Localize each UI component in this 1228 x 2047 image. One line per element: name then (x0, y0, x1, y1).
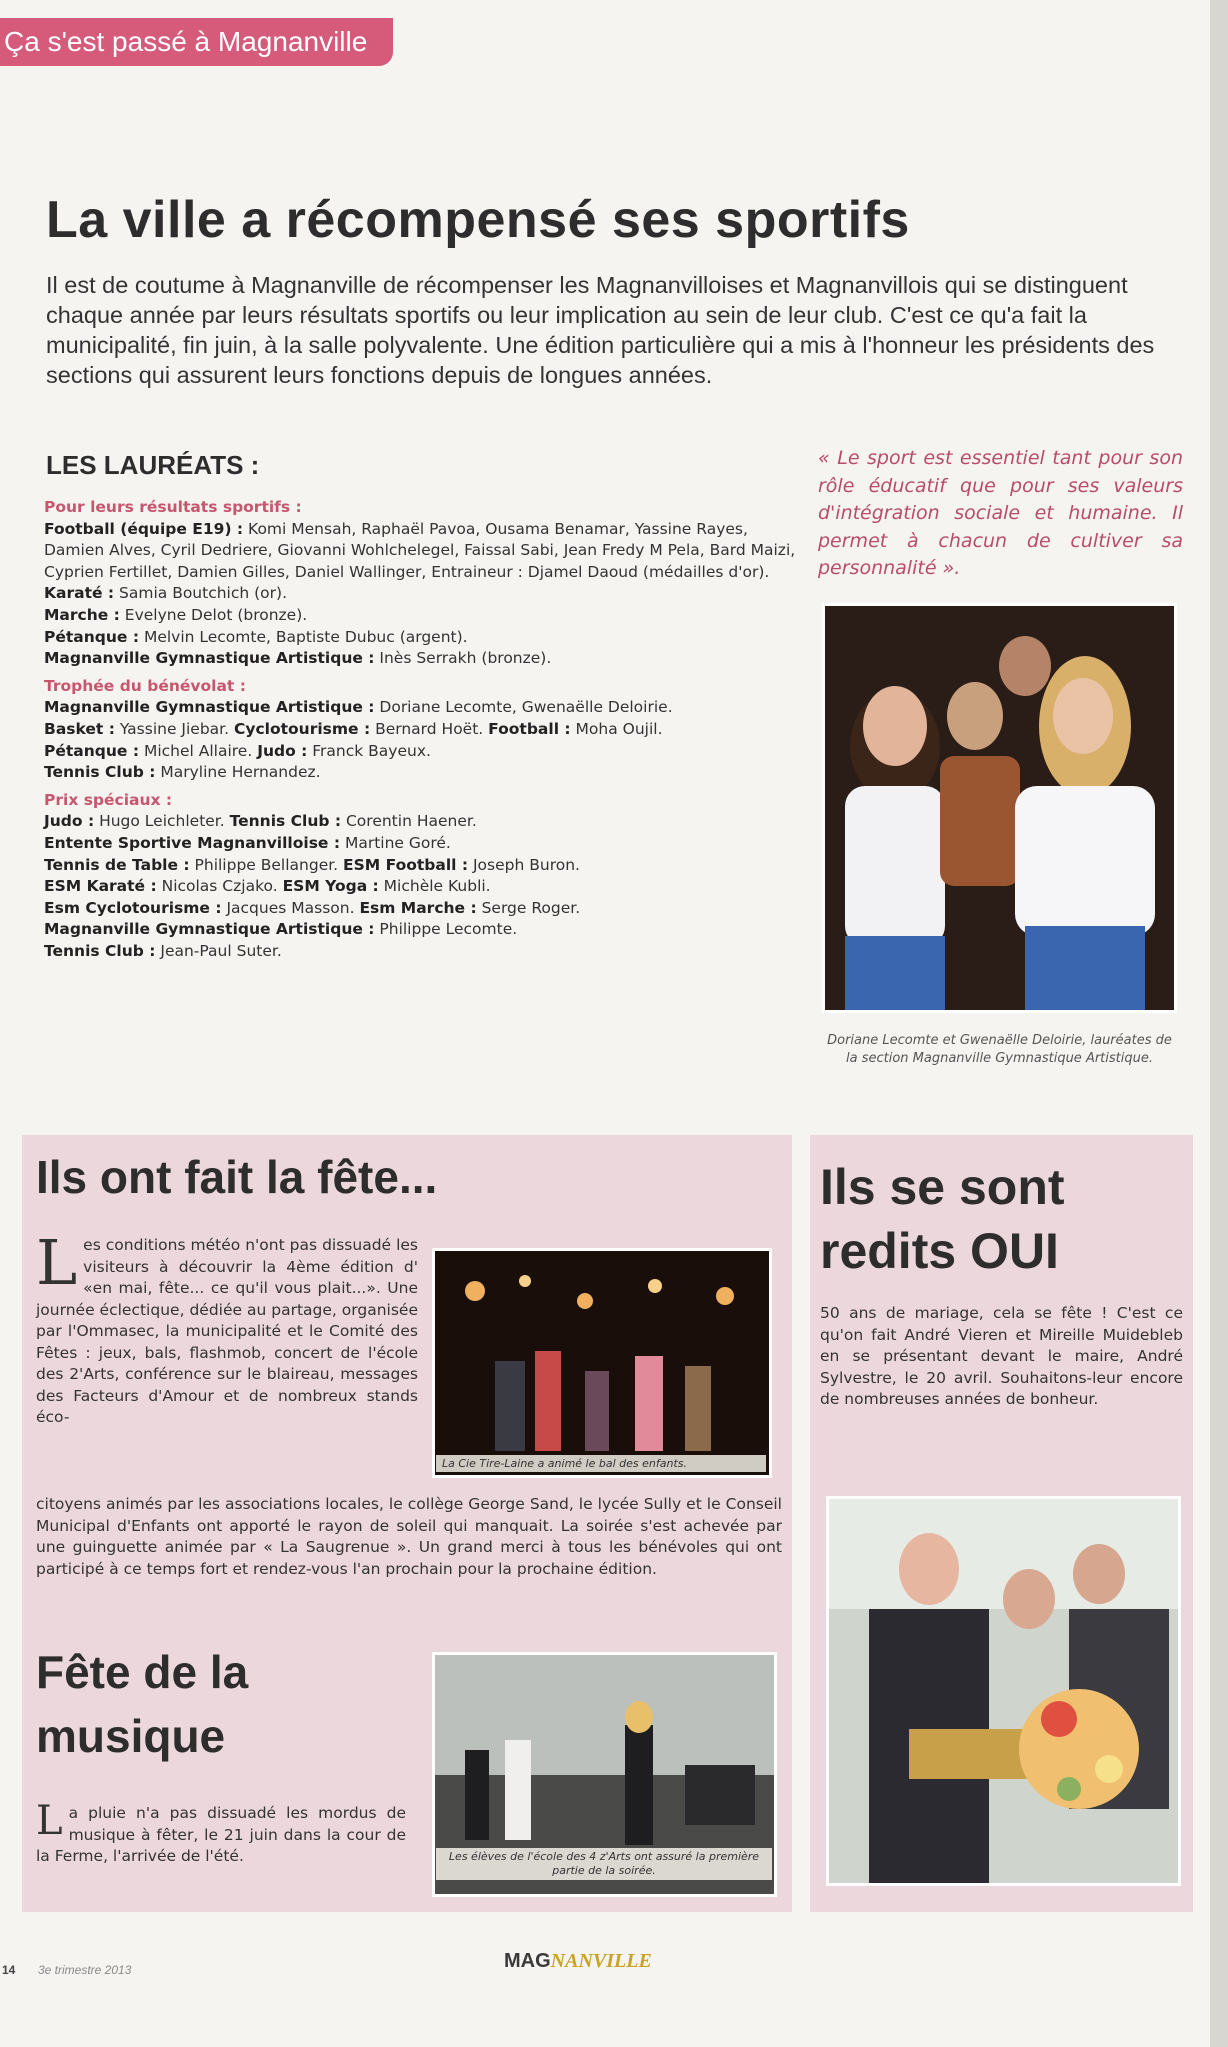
laureat-discipline: Judo : (44, 812, 95, 831)
laureat-names: Moha Oujil. (570, 719, 663, 738)
wedding-title-line2: redits OUI (820, 1223, 1059, 1279)
laureat-discipline: ESM Yoga : (282, 877, 379, 896)
laureat-line (44, 627, 804, 649)
laureat-discipline: ESM Football : (343, 855, 469, 874)
musique-text-body: a pluie n'a pas dissuadé les mordus de musique à fêter, le 21 juin dans la cour de la Ferme, l'arrivée de l'été. (36, 1804, 406, 1865)
bal-photo (432, 1248, 772, 1478)
laureat-discipline: Esm Marche : (359, 898, 477, 917)
laureat-discipline: Magnanville Gymnastique Artistique : (44, 649, 375, 668)
laureat-discipline: Tennis Club : (44, 941, 156, 960)
issue-date: 3e trimestre 2013 (38, 1963, 132, 1977)
laureat-discipline: Pétanque : (44, 741, 140, 760)
laureat-discipline: Karaté : (44, 584, 115, 603)
article-title: La ville a récompensé ses sportifs (46, 191, 910, 249)
laureat-discipline: Judo : (257, 741, 308, 760)
laureat-discipline: Tennis Club : (44, 763, 156, 782)
fete-text-a-body: es conditions météo n'ont pas dissuadé les visiteurs à découvrir la 4ème édition d' «en mai, fête... ce qu'il vous plait...». Une journée éclectique, dédiée au partage, organisée par l'Ommasec, la municipalité et le Comité des Fêtes : jeux, bals, flashmob, concert de l'école des 2'Arts, conférence sur le blaireau, messages des Facteurs d'Amour et de nombreux stands éco- (36, 1236, 418, 1426)
laureat-discipline: Cyclotourisme : (233, 719, 371, 738)
laureat-discipline: Magnanville Gymnastique Artistique : (44, 920, 375, 939)
laureat-names: Evelyne Delot (bronze). (119, 605, 308, 624)
article-intro: Il est de coutume à Magnanville de récompenser les Magnanvilloises et Magnanvillois qui se distinguent chaque année par leurs résultats sportifs ou leur implication au sein de leur club. C'est ce qu'a fait la municipalité, fin juin, à la salle polyvalente. Une édition particulière qui a mis à l'honneur les présidents des sections qui assurent leurs fonctions depuis de longues années. (46, 272, 1155, 388)
laureat-line (44, 762, 804, 784)
laureat-names: Jean-Paul Suter. (155, 941, 282, 960)
page-number: 14 (2, 1963, 16, 1977)
laureats-section-title: Trophée du bénévolat : (44, 676, 246, 695)
laureat-names: Michèle Kubli. (378, 877, 491, 896)
laureats-list (44, 497, 804, 962)
laureat-names: Hugo Leichleter. (94, 812, 230, 831)
laureat-discipline: Magnanville Gymnastique Artistique : (44, 698, 375, 717)
laureat-line (44, 741, 804, 763)
laureat-line (44, 833, 804, 855)
section-tag: Ça s'est passé à Magnanville (0, 18, 393, 66)
page-edge (1210, 0, 1228, 2047)
laureat-names: Philippe Lecomte. (374, 920, 518, 939)
logo-mag: MAG (504, 1950, 551, 1972)
magazine-logo (504, 1950, 652, 1984)
laureat-names: Melvin Lecomte, Baptiste Dubuc (argent). (139, 627, 468, 646)
musique-title (36, 1640, 248, 1768)
wedding-title (820, 1155, 1065, 1283)
laureat-line (44, 919, 804, 941)
fete-text-b: citoyens animés par les associations locales, le collège George Sand, le lycée Sully et le Conseil Municipal d'Enfants ont apporté le rayon de soleil qui manquait. La soirée s'est achevée par une guinguette animée par « La Saugrenue ». Un grand merci à tous les bénévoles qui ont participé à ce temps fort et rendez-vous l'an prochain pour la prochaine édition. (36, 1495, 782, 1578)
laureat-line (44, 519, 804, 584)
pull-quote: « Le sport est essentiel tant pour son rôle éducatif que pour ses valeurs d'intégration sociale et humaine. Il permet à chacun de cultiver sa personnalité ». (818, 447, 1183, 580)
laureat-names: Doriane Lecomte, Gwenaëlle Deloirie. (374, 698, 673, 717)
logo-nanville: NANVILLE (550, 1950, 652, 1972)
drop-cap: L (36, 1798, 63, 1844)
laureats-section-title: Prix spéciaux : (44, 790, 173, 809)
laureat-discipline: Entente Sportive Magnanvilloise : (44, 833, 341, 852)
laureat-discipline: ESM Karaté : (44, 877, 157, 896)
laureat-line (44, 605, 804, 627)
laureat-discipline: Tennis de Table : (44, 855, 190, 874)
laureat-line (44, 648, 804, 670)
laureat-discipline: Esm Cyclotourisme : (44, 898, 222, 917)
laureat-line (44, 697, 804, 719)
musique-text (36, 1798, 406, 1868)
wedding-text: 50 ans de mariage, cela se fête ! C'est ce qu'on fait André Vieren et Mireille Muidebleb en se présentant devant le maire, André Sylvestre, le 20 avril. Souhaitons-leur encore de nombreuses années de bonheur. (820, 1304, 1183, 1408)
laureat-line (44, 876, 804, 898)
drop-cap: L (36, 1226, 78, 1299)
laureat-names: Nicolas Czjako. (156, 877, 283, 896)
laureat-line (44, 583, 804, 605)
laureat-names: Samia Boutchich (or). (114, 584, 288, 603)
laureat-names: Serge Roger. (476, 898, 581, 917)
laureats-section-title: Pour leurs résultats sportifs : (44, 498, 302, 516)
laureat-line (44, 811, 804, 833)
laureat-names: Joseph Buron. (468, 855, 580, 874)
laureat-names: Michel Allaire. (139, 741, 258, 760)
laureat-line (44, 898, 804, 920)
fete-text-a (36, 1226, 418, 1429)
laureat-discipline: Marche : (44, 605, 120, 624)
laureat-line (44, 719, 804, 741)
bal-caption: La Cie Tire-Laine a animé le bal des enfants. (436, 1455, 766, 1472)
laureats-heading: LES LAURÉATS : (46, 450, 260, 480)
wedding-photo (826, 1496, 1181, 1886)
laureat-line (44, 941, 804, 963)
laureat-discipline: Football : (488, 719, 571, 738)
laureat-names: Franck Bayeux. (307, 741, 431, 760)
laureat-discipline: Football (équipe E19) : (44, 519, 244, 538)
gymnasts-photo (822, 603, 1177, 1013)
laureat-discipline: Basket : (44, 719, 115, 738)
laureat-names: Yassine Jiebar. (114, 719, 234, 738)
musique-title-line1: Fête de la (36, 1646, 249, 1698)
wedding-title-line1: Ils se sont (820, 1159, 1065, 1215)
laureat-line (44, 855, 804, 877)
fete-title: Ils ont fait la fête... (36, 1151, 438, 1203)
laureat-names: Maryline Hernandez. (155, 763, 321, 782)
laureat-names: Philippe Bellanger. (189, 855, 344, 874)
gymnasts-caption: Doriane Lecomte et Gwenaëlle Deloirie, lauréates de la section Magnanville Gymnastique Artistique. (827, 1033, 1172, 1066)
laureat-discipline: Tennis Club : (229, 812, 342, 831)
laureat-names: Corentin Haener. (341, 812, 477, 831)
laureat-names: Bernard Hoët. (370, 719, 489, 738)
laureat-names: Jacques Masson. (221, 898, 360, 917)
musique-title-line2: musique (36, 1710, 226, 1762)
laureat-discipline: Pétanque : (44, 627, 140, 646)
concert-caption: Les élèves de l'école des 4 z'Arts ont assuré la première partie de la soirée. (436, 1848, 772, 1880)
laureat-names: Martine Goré. (340, 833, 451, 852)
laureat-names: Inès Serrakh (bronze). (374, 649, 552, 668)
laureat-names: Komi Mensah, Raphaël Pavoa, Ousama Benamar, Yassine Rayes, Damien Alves, Cyril Dedriere, Giovanni Wohlchelegel, Faissal Sabi, Jean Fredy M Pela, Bard Maizi, Cyprien Fertillet, Damien Gilles, Daniel Wallinger, Entraineur : Djamel Daoud (médailles d'or). (44, 519, 796, 581)
